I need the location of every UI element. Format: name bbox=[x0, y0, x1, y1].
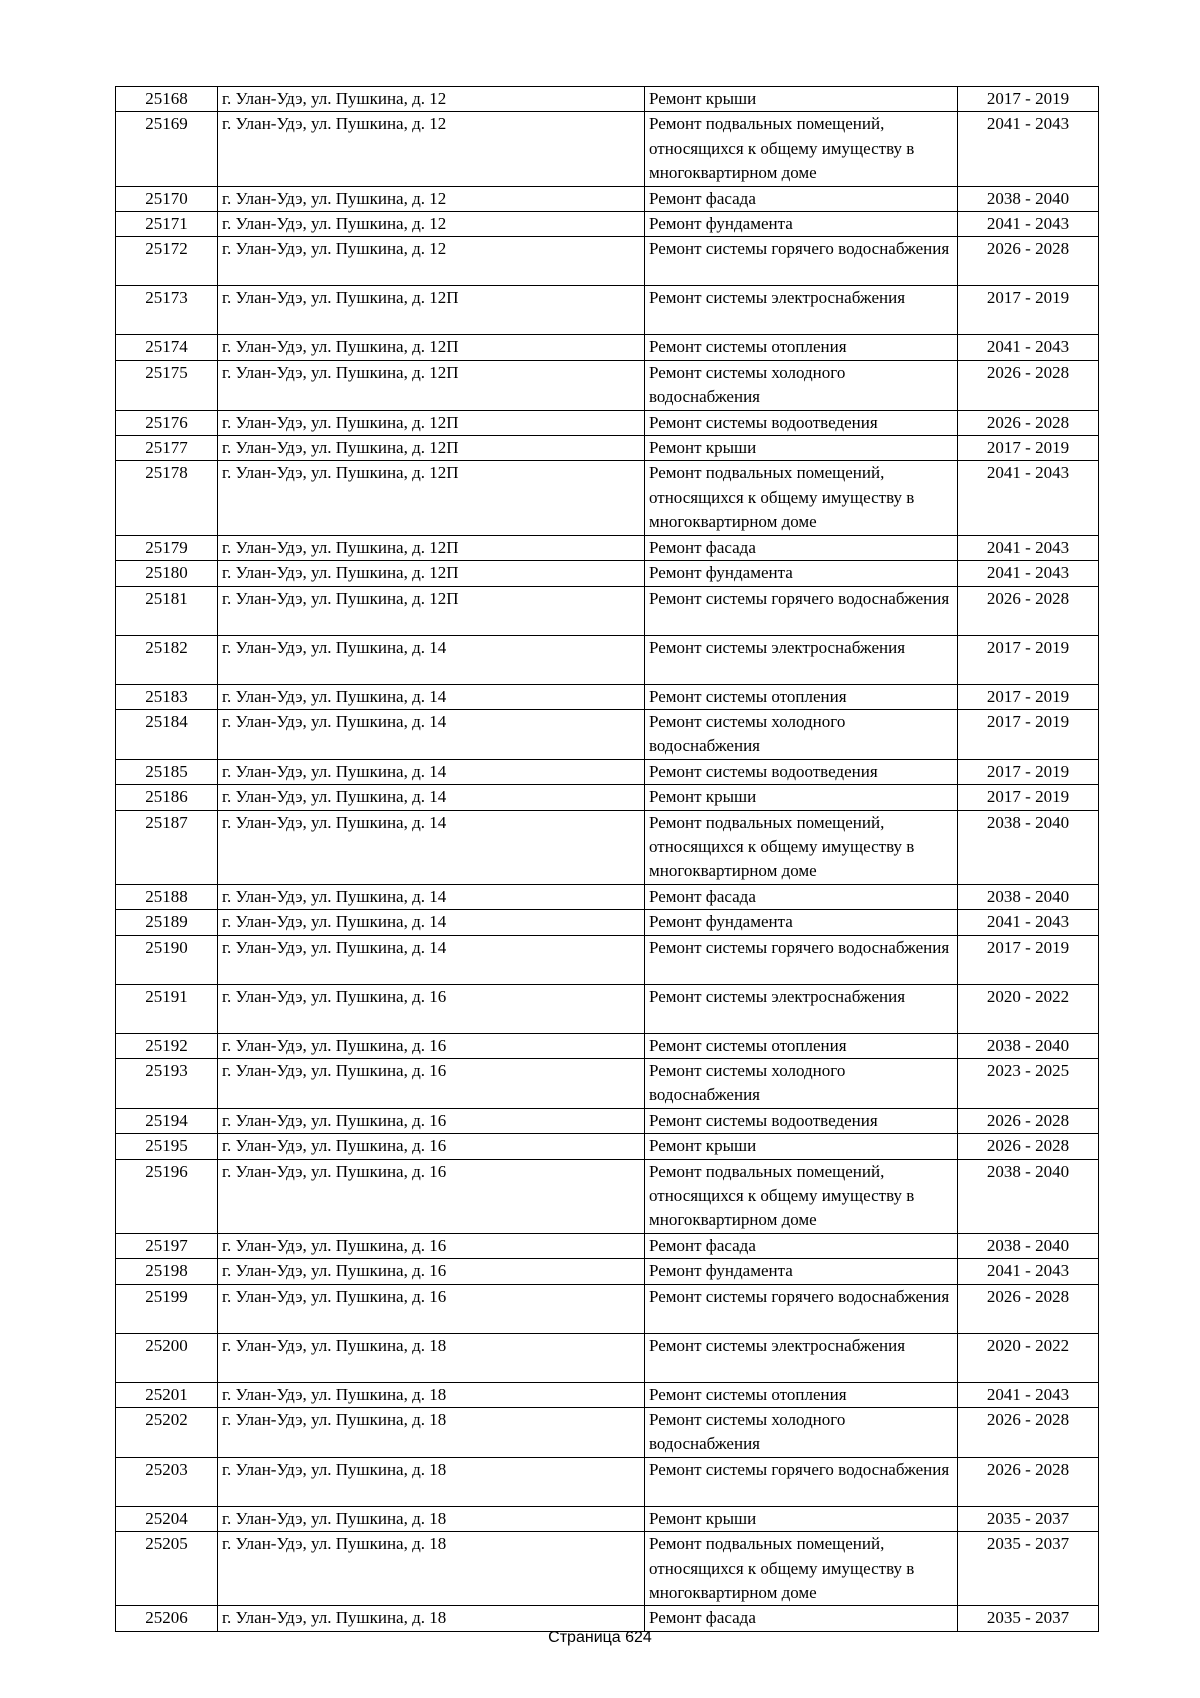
row-number-cell: 25204 bbox=[116, 1506, 218, 1531]
period-cell: 2026 - 2028 bbox=[958, 1108, 1099, 1133]
address-cell: г. Улан-Удэ, ул. Пушкина, д. 16 bbox=[218, 1259, 645, 1284]
row-number-cell: 25178 bbox=[116, 461, 218, 535]
address-cell: г. Улан-Удэ, ул. Пушкина, д. 14 bbox=[218, 935, 645, 984]
address-cell: г. Улан-Удэ, ул. Пушкина, д. 12 bbox=[218, 186, 645, 211]
period-cell: 2017 - 2019 bbox=[958, 436, 1099, 461]
row-number-cell: 25190 bbox=[116, 935, 218, 984]
work-type-cell: Ремонт системы холодного водоснабжения bbox=[645, 1058, 958, 1108]
table-row bbox=[116, 1382, 1099, 1407]
work-type-cell: Ремонт системы холодного водоснабжения bbox=[645, 1408, 958, 1458]
period-cell: 2041 - 2043 bbox=[958, 335, 1099, 360]
table-row bbox=[116, 237, 1099, 286]
table-row bbox=[116, 1134, 1099, 1159]
period-cell: 2041 - 2043 bbox=[958, 1382, 1099, 1407]
period-cell: 2038 - 2040 bbox=[958, 1033, 1099, 1058]
address-cell: г. Улан-Удэ, ул. Пушкина, д. 18 bbox=[218, 1408, 645, 1458]
address-cell: г. Улан-Удэ, ул. Пушкина, д. 12 bbox=[218, 237, 645, 286]
period-cell: 2035 - 2037 bbox=[958, 1506, 1099, 1531]
work-type-cell: Ремонт фасада bbox=[645, 884, 958, 909]
period-cell: 2038 - 2040 bbox=[958, 1159, 1099, 1233]
table-row bbox=[116, 1408, 1099, 1458]
table-row bbox=[116, 984, 1099, 1033]
row-number-cell: 25184 bbox=[116, 709, 218, 759]
address-cell: г. Улан-Удэ, ул. Пушкина, д. 12П bbox=[218, 561, 645, 586]
row-number-cell: 25189 bbox=[116, 910, 218, 935]
row-number-cell: 25176 bbox=[116, 410, 218, 435]
work-type-cell: Ремонт фасада bbox=[645, 1233, 958, 1258]
work-type-cell: Ремонт системы отопления bbox=[645, 1382, 958, 1407]
table-row bbox=[116, 561, 1099, 586]
work-type-cell: Ремонт системы водоотведения bbox=[645, 759, 958, 784]
row-number-cell: 25195 bbox=[116, 1134, 218, 1159]
period-cell: 2020 - 2022 bbox=[958, 984, 1099, 1033]
period-cell: 2041 - 2043 bbox=[958, 561, 1099, 586]
row-number-cell: 25170 bbox=[116, 186, 218, 211]
work-type-cell: Ремонт крыши bbox=[645, 1134, 958, 1159]
table-row bbox=[116, 1159, 1099, 1233]
address-cell: г. Улан-Удэ, ул. Пушкина, д. 18 bbox=[218, 1532, 645, 1606]
table-row bbox=[116, 1506, 1099, 1531]
work-type-cell: Ремонт системы горячего водоснабжения bbox=[645, 237, 958, 286]
row-number-cell: 25175 bbox=[116, 360, 218, 410]
row-number-cell: 25198 bbox=[116, 1259, 218, 1284]
period-cell: 2026 - 2028 bbox=[958, 1284, 1099, 1333]
table-row bbox=[116, 1108, 1099, 1133]
table-row bbox=[116, 884, 1099, 909]
address-cell: г. Улан-Удэ, ул. Пушкина, д. 18 bbox=[218, 1506, 645, 1531]
row-number-cell: 25177 bbox=[116, 436, 218, 461]
table-row bbox=[116, 935, 1099, 984]
table-row bbox=[116, 436, 1099, 461]
work-type-cell: Ремонт подвальных помещений, относящихся к общему имуществу в многоквартирном доме bbox=[645, 112, 958, 186]
period-cell: 2017 - 2019 bbox=[958, 935, 1099, 984]
address-cell: г. Улан-Удэ, ул. Пушкина, д. 12П bbox=[218, 410, 645, 435]
row-number-cell: 25173 bbox=[116, 286, 218, 335]
table-body bbox=[116, 87, 1099, 1632]
address-cell: г. Улан-Удэ, ул. Пушкина, д. 14 bbox=[218, 709, 645, 759]
row-number-cell: 25172 bbox=[116, 237, 218, 286]
address-cell: г. Улан-Удэ, ул. Пушкина, д. 18 bbox=[218, 1382, 645, 1407]
row-number-cell: 25206 bbox=[116, 1606, 218, 1631]
table-row bbox=[116, 1058, 1099, 1108]
period-cell: 2017 - 2019 bbox=[958, 785, 1099, 810]
table-row bbox=[116, 212, 1099, 237]
address-cell: г. Улан-Удэ, ул. Пушкина, д. 14 bbox=[218, 759, 645, 784]
table-row bbox=[116, 709, 1099, 759]
row-number-cell: 25179 bbox=[116, 535, 218, 560]
address-cell: г. Улан-Удэ, ул. Пушкина, д. 16 bbox=[218, 1134, 645, 1159]
address-cell: г. Улан-Удэ, ул. Пушкина, д. 18 bbox=[218, 1606, 645, 1631]
period-cell: 2017 - 2019 bbox=[958, 635, 1099, 684]
work-type-cell: Ремонт подвальных помещений, относящихся к общему имуществу в многоквартирном доме bbox=[645, 461, 958, 535]
period-cell: 2041 - 2043 bbox=[958, 112, 1099, 186]
table-row bbox=[116, 1606, 1099, 1631]
table-row bbox=[116, 810, 1099, 884]
address-cell: г. Улан-Удэ, ул. Пушкина, д. 16 bbox=[218, 1108, 645, 1133]
row-number-cell: 25180 bbox=[116, 561, 218, 586]
row-number-cell: 25187 bbox=[116, 810, 218, 884]
table-row bbox=[116, 286, 1099, 335]
address-cell: г. Улан-Удэ, ул. Пушкина, д. 14 bbox=[218, 635, 645, 684]
row-number-cell: 25192 bbox=[116, 1033, 218, 1058]
row-number-cell: 25186 bbox=[116, 785, 218, 810]
period-cell: 2038 - 2040 bbox=[958, 186, 1099, 211]
address-cell: г. Улан-Удэ, ул. Пушкина, д. 12 bbox=[218, 212, 645, 237]
row-number-cell: 25168 bbox=[116, 87, 218, 112]
period-cell: 2017 - 2019 bbox=[958, 709, 1099, 759]
period-cell: 2026 - 2028 bbox=[958, 586, 1099, 635]
row-number-cell: 25183 bbox=[116, 684, 218, 709]
work-type-cell: Ремонт системы электроснабжения bbox=[645, 635, 958, 684]
table-row bbox=[116, 1532, 1099, 1606]
row-number-cell: 25181 bbox=[116, 586, 218, 635]
work-type-cell: Ремонт крыши bbox=[645, 436, 958, 461]
table-row bbox=[116, 112, 1099, 186]
table-row bbox=[116, 1033, 1099, 1058]
table-row bbox=[116, 1333, 1099, 1382]
table-row bbox=[116, 461, 1099, 535]
period-cell: 2023 - 2025 bbox=[958, 1058, 1099, 1108]
table-row bbox=[116, 410, 1099, 435]
work-type-cell: Ремонт системы горячего водоснабжения bbox=[645, 935, 958, 984]
work-type-cell: Ремонт фундамента bbox=[645, 1259, 958, 1284]
address-cell: г. Улан-Удэ, ул. Пушкина, д. 12 bbox=[218, 87, 645, 112]
work-type-cell: Ремонт системы отопления bbox=[645, 335, 958, 360]
table-row bbox=[116, 785, 1099, 810]
work-type-cell: Ремонт крыши bbox=[645, 1506, 958, 1531]
work-type-cell: Ремонт крыши bbox=[645, 87, 958, 112]
row-number-cell: 25169 bbox=[116, 112, 218, 186]
work-type-cell: Ремонт системы холодного водоснабжения bbox=[645, 360, 958, 410]
table-row bbox=[116, 759, 1099, 784]
work-type-cell: Ремонт системы горячего водоснабжения bbox=[645, 586, 958, 635]
row-number-cell: 25188 bbox=[116, 884, 218, 909]
work-type-cell: Ремонт системы горячего водоснабжения bbox=[645, 1457, 958, 1506]
address-cell: г. Улан-Удэ, ул. Пушкина, д. 12П bbox=[218, 586, 645, 635]
address-cell: г. Улан-Удэ, ул. Пушкина, д. 12П bbox=[218, 286, 645, 335]
period-cell: 2038 - 2040 bbox=[958, 884, 1099, 909]
work-type-cell: Ремонт системы электроснабжения bbox=[645, 1333, 958, 1382]
row-number-cell: 25196 bbox=[116, 1159, 218, 1233]
address-cell: г. Улан-Удэ, ул. Пушкина, д. 12 bbox=[218, 112, 645, 186]
table-row bbox=[116, 87, 1099, 112]
work-type-cell: Ремонт системы электроснабжения bbox=[645, 286, 958, 335]
work-type-cell: Ремонт крыши bbox=[645, 785, 958, 810]
period-cell: 2020 - 2022 bbox=[958, 1333, 1099, 1382]
address-cell: г. Улан-Удэ, ул. Пушкина, д. 16 bbox=[218, 1233, 645, 1258]
period-cell: 2026 - 2028 bbox=[958, 1408, 1099, 1458]
address-cell: г. Улан-Удэ, ул. Пушкина, д. 12П bbox=[218, 360, 645, 410]
table-row bbox=[116, 186, 1099, 211]
address-cell: г. Улан-Удэ, ул. Пушкина, д. 16 bbox=[218, 1159, 645, 1233]
period-cell: 2026 - 2028 bbox=[958, 1134, 1099, 1159]
address-cell: г. Улан-Удэ, ул. Пушкина, д. 18 bbox=[218, 1457, 645, 1506]
repair-schedule-table bbox=[115, 86, 1099, 1632]
work-type-cell: Ремонт системы отопления bbox=[645, 1033, 958, 1058]
address-cell: г. Улан-Удэ, ул. Пушкина, д. 16 bbox=[218, 1058, 645, 1108]
address-cell: г. Улан-Удэ, ул. Пушкина, д. 14 bbox=[218, 785, 645, 810]
table-row bbox=[116, 1233, 1099, 1258]
address-cell: г. Улан-Удэ, ул. Пушкина, д. 12П bbox=[218, 335, 645, 360]
address-cell: г. Улан-Удэ, ул. Пушкина, д. 14 bbox=[218, 684, 645, 709]
period-cell: 2026 - 2028 bbox=[958, 237, 1099, 286]
period-cell: 2041 - 2043 bbox=[958, 910, 1099, 935]
address-cell: г. Улан-Удэ, ул. Пушкина, д. 12П bbox=[218, 461, 645, 535]
work-type-cell: Ремонт фасада bbox=[645, 186, 958, 211]
work-type-cell: Ремонт фундамента bbox=[645, 910, 958, 935]
row-number-cell: 25201 bbox=[116, 1382, 218, 1407]
work-type-cell: Ремонт системы водоотведения bbox=[645, 410, 958, 435]
period-cell: 2041 - 2043 bbox=[958, 212, 1099, 237]
row-number-cell: 25174 bbox=[116, 335, 218, 360]
period-cell: 2026 - 2028 bbox=[958, 360, 1099, 410]
period-cell: 2038 - 2040 bbox=[958, 1233, 1099, 1258]
period-cell: 2026 - 2028 bbox=[958, 410, 1099, 435]
table-row bbox=[116, 335, 1099, 360]
work-type-cell: Ремонт подвальных помещений, относящихся к общему имуществу в многоквартирном доме bbox=[645, 1159, 958, 1233]
address-cell: г. Улан-Удэ, ул. Пушкина, д. 16 bbox=[218, 1033, 645, 1058]
table-row bbox=[116, 360, 1099, 410]
period-cell: 2041 - 2043 bbox=[958, 461, 1099, 535]
row-number-cell: 25194 bbox=[116, 1108, 218, 1133]
page-number: Страница 624 bbox=[548, 1629, 652, 1646]
address-cell: г. Улан-Удэ, ул. Пушкина, д. 18 bbox=[218, 1333, 645, 1382]
row-number-cell: 25182 bbox=[116, 635, 218, 684]
work-type-cell: Ремонт системы электроснабжения bbox=[645, 984, 958, 1033]
table-row bbox=[116, 586, 1099, 635]
period-cell: 2038 - 2040 bbox=[958, 810, 1099, 884]
row-number-cell: 25197 bbox=[116, 1233, 218, 1258]
work-type-cell: Ремонт системы горячего водоснабжения bbox=[645, 1284, 958, 1333]
table-row bbox=[116, 910, 1099, 935]
period-cell: 2017 - 2019 bbox=[958, 684, 1099, 709]
work-type-cell: Ремонт системы водоотведения bbox=[645, 1108, 958, 1133]
work-type-cell: Ремонт фасада bbox=[645, 535, 958, 560]
row-number-cell: 25185 bbox=[116, 759, 218, 784]
row-number-cell: 25205 bbox=[116, 1532, 218, 1606]
row-number-cell: 25193 bbox=[116, 1058, 218, 1108]
period-cell: 2017 - 2019 bbox=[958, 759, 1099, 784]
address-cell: г. Улан-Удэ, ул. Пушкина, д. 12П bbox=[218, 535, 645, 560]
address-cell: г. Улан-Удэ, ул. Пушкина, д. 16 bbox=[218, 1284, 645, 1333]
row-number-cell: 25199 bbox=[116, 1284, 218, 1333]
row-number-cell: 25203 bbox=[116, 1457, 218, 1506]
table-row bbox=[116, 1457, 1099, 1506]
address-cell: г. Улан-Удэ, ул. Пушкина, д. 14 bbox=[218, 810, 645, 884]
row-number-cell: 25171 bbox=[116, 212, 218, 237]
work-type-cell: Ремонт подвальных помещений, относящихся к общему имуществу в многоквартирном доме bbox=[645, 1532, 958, 1606]
table-row bbox=[116, 1284, 1099, 1333]
period-cell: 2035 - 2037 bbox=[958, 1532, 1099, 1606]
table-row bbox=[116, 635, 1099, 684]
address-cell: г. Улан-Удэ, ул. Пушкина, д. 14 bbox=[218, 910, 645, 935]
work-type-cell: Ремонт системы отопления bbox=[645, 684, 958, 709]
address-cell: г. Улан-Удэ, ул. Пушкина, д. 12П bbox=[218, 436, 645, 461]
table-row bbox=[116, 684, 1099, 709]
row-number-cell: 25202 bbox=[116, 1408, 218, 1458]
period-cell: 2041 - 2043 bbox=[958, 1259, 1099, 1284]
table-row bbox=[116, 535, 1099, 560]
period-cell: 2035 - 2037 bbox=[958, 1606, 1099, 1631]
work-type-cell: Ремонт системы холодного водоснабжения bbox=[645, 709, 958, 759]
period-cell: 2017 - 2019 bbox=[958, 87, 1099, 112]
work-type-cell: Ремонт подвальных помещений, относящихся к общему имуществу в многоквартирном доме bbox=[645, 810, 958, 884]
row-number-cell: 25200 bbox=[116, 1333, 218, 1382]
work-type-cell: Ремонт фасада bbox=[645, 1606, 958, 1631]
period-cell: 2041 - 2043 bbox=[958, 535, 1099, 560]
table-row bbox=[116, 1259, 1099, 1284]
period-cell: 2026 - 2028 bbox=[958, 1457, 1099, 1506]
work-type-cell: Ремонт фундамента bbox=[645, 561, 958, 586]
address-cell: г. Улан-Удэ, ул. Пушкина, д. 16 bbox=[218, 984, 645, 1033]
address-cell: г. Улан-Удэ, ул. Пушкина, д. 14 bbox=[218, 884, 645, 909]
work-type-cell: Ремонт фундамента bbox=[645, 212, 958, 237]
period-cell: 2017 - 2019 bbox=[958, 286, 1099, 335]
row-number-cell: 25191 bbox=[116, 984, 218, 1033]
